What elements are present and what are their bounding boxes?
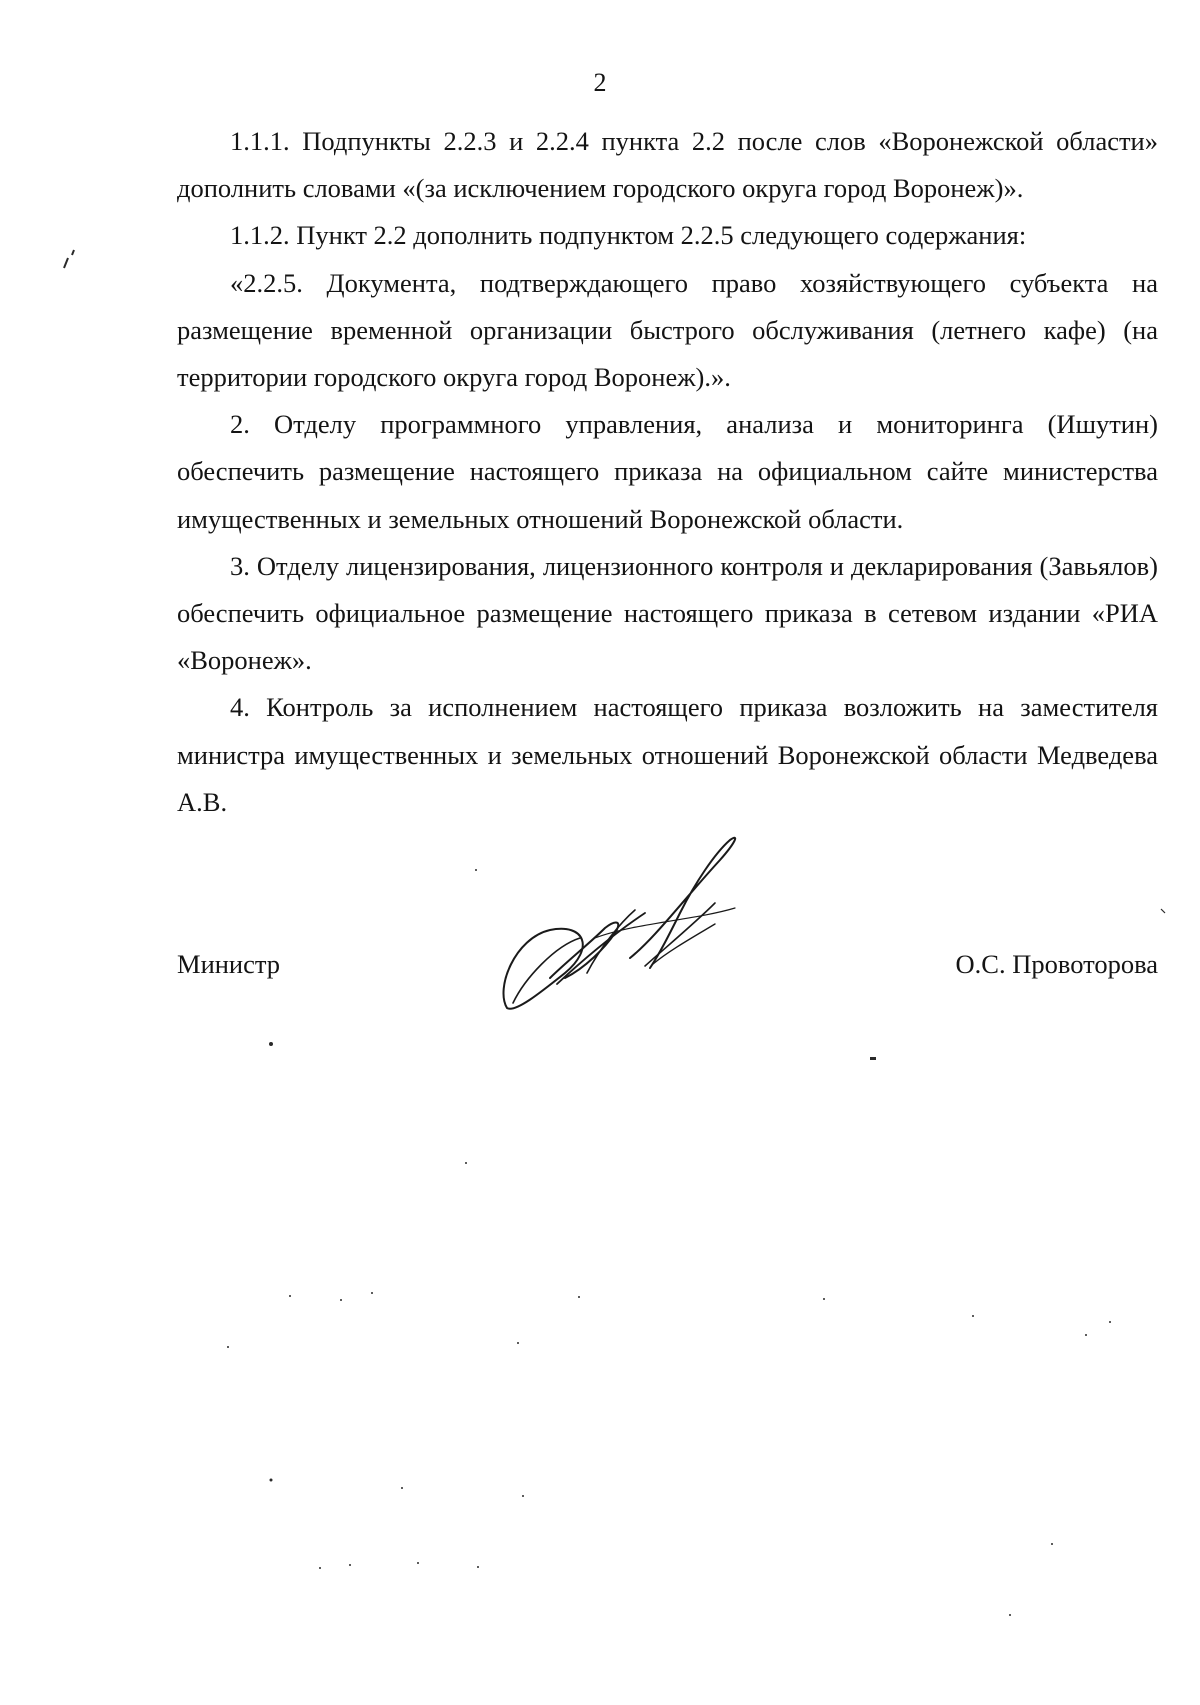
paragraph-2-2-5: «2.2.5. Документа, подтверждающего право хозяйствующего субъекта на размещение временной организации быстрого обслуживания (летнего кафе) (на территории городского округа город Воронеж).». <box>177 267 1158 393</box>
signatory-title: Министр <box>177 949 281 979</box>
paragraph-1-1-2: 1.1.2. Пункт 2.2 дополнить подпунктом 2.2.5 следующего содержания: <box>230 220 1027 251</box>
paragraph-3: 3. Отделу лицензирования, лицензионного контроля и декларирования (Завьялов) обеспечить официальное размещение настоящего приказа в сетевом издании «РИА «Воронеж». <box>177 550 1158 676</box>
paragraph-2: 2. Отделу программного управления, анализа и мониторинга (Ишутин) обеспечить размещение настоящего приказа на официальном сайте министерства имущественных и земельных отношений Воронежской области. <box>177 409 1158 534</box>
signatory-name: О.С. Провоторова <box>955 949 1158 979</box>
document-body <box>177 118 1158 826</box>
paragraph-1-1-1: 1.1.1. Подпункты 2.2.3 и 2.2.4 пункта 2.2 после слов «Воронежской области» дополнить словами «(за исключением городского округа город Воронеж)». <box>177 126 1158 204</box>
handwritten-signature <box>495 828 795 1023</box>
paragraph-4: 4. Контроль за исполнением настоящего приказа возложить на заместителя министра имущественных и земельных отношений Воронежской области Медведева А.В. <box>177 692 1158 817</box>
page-number: 2 <box>593 68 607 97</box>
